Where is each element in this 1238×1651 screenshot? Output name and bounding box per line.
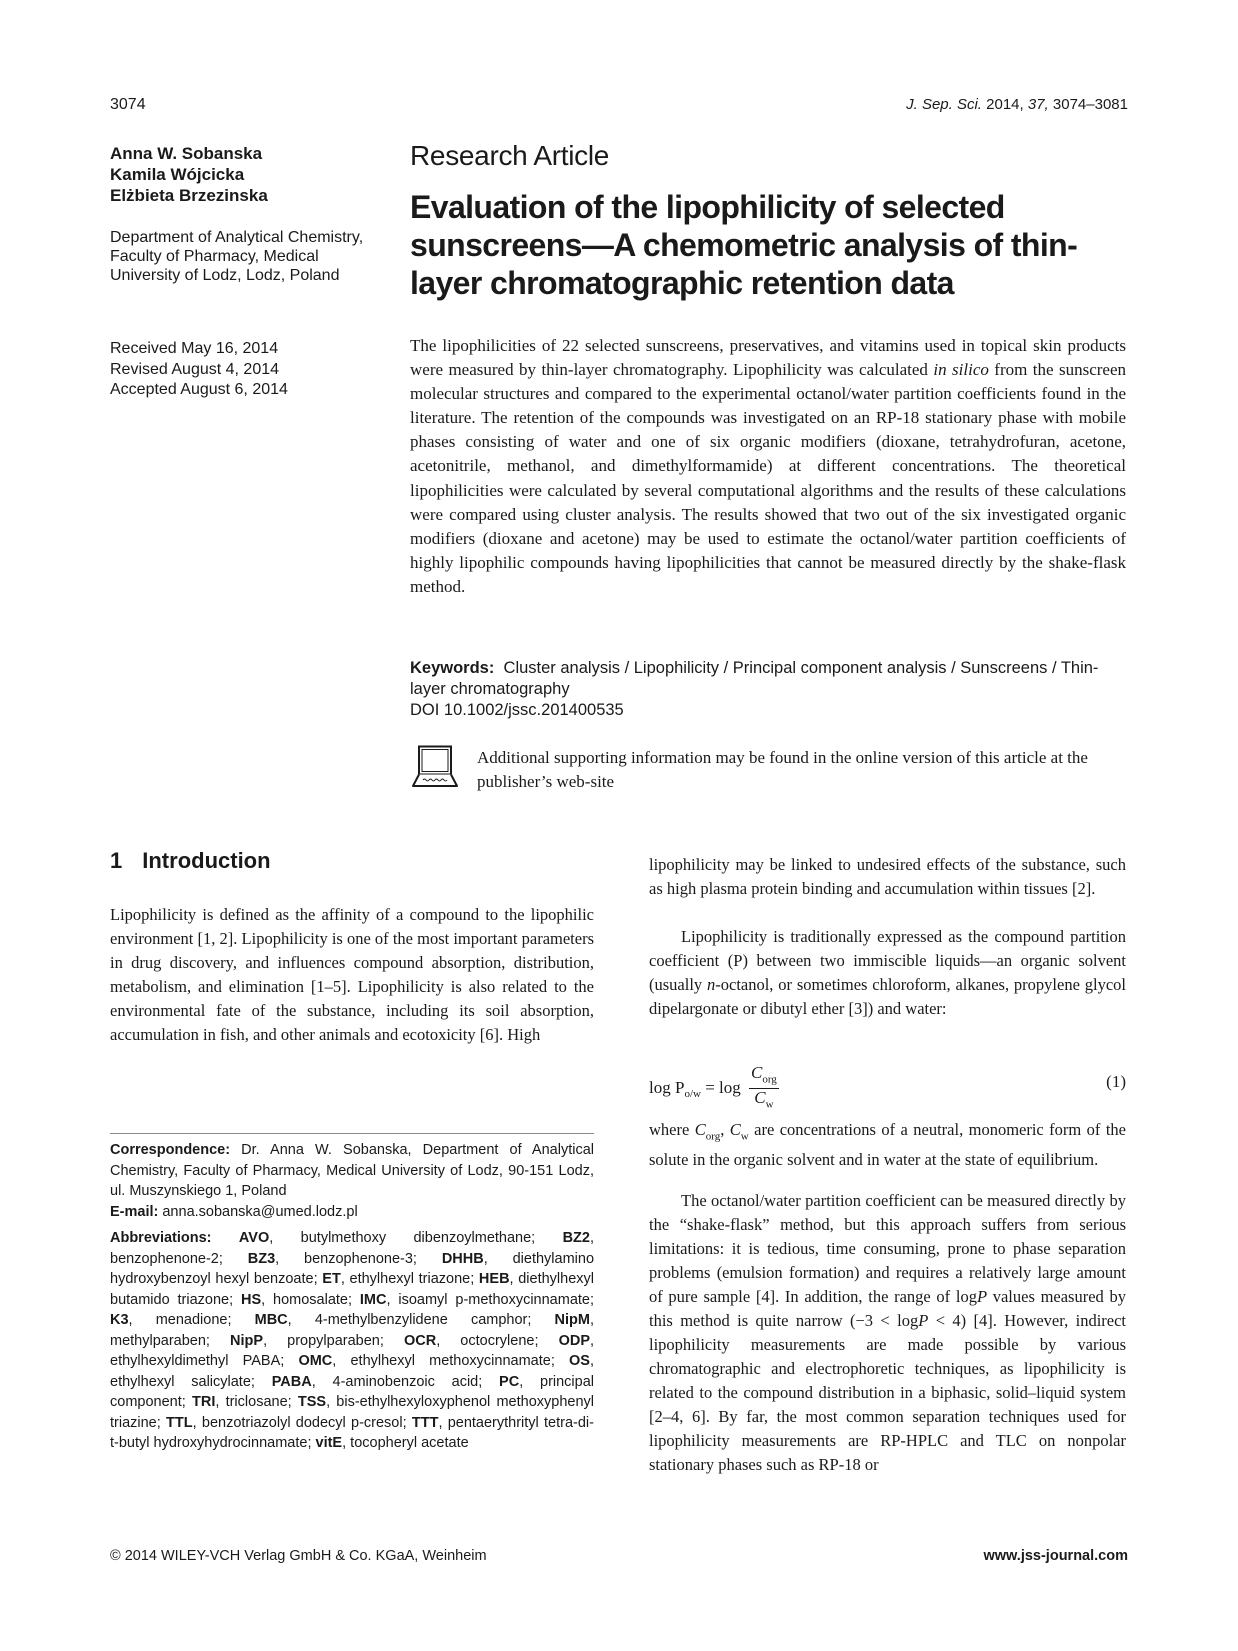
- body-subscript: org: [705, 1130, 721, 1143]
- abbreviation-term: TSS: [297, 1394, 327, 1410]
- equation-number: (1): [1106, 1072, 1126, 1091]
- journal-year: 2014,: [986, 96, 1024, 113]
- abbreviation-term: OCR: [403, 1332, 437, 1349]
- abbreviation-definition: , ethylhexyl salicylate;: [110, 1353, 594, 1390]
- eq-numerator: C: [751, 1063, 763, 1082]
- keywords-label: Keywords:: [410, 659, 495, 677]
- abbreviation-definition: , octocrylene;: [436, 1332, 559, 1349]
- abbreviation-definition: , triclosane;: [215, 1394, 298, 1410]
- body-text: values measured by this method is quite narrow (−3 < log: [649, 1287, 1126, 1330]
- author-name: Elżbieta Brzezinska: [110, 186, 268, 205]
- abbreviation-term: NipM: [554, 1312, 590, 1328]
- body-italic: P: [976, 1287, 988, 1306]
- body-text: ,: [720, 1120, 730, 1139]
- journal-name: J. Sep. Sci.: [906, 96, 982, 113]
- abbreviation-definition: , menadione;: [128, 1312, 255, 1328]
- body-text: Lipophilicity is traditionally expressed as the compound partition coefficient (P) between two immiscible liquids—an organic solvent (usually: [649, 927, 1126, 994]
- correspondence-text: Dr. Anna W. Sobanska, Department of Analytical Chemistry, Faculty of Pharmacy, Medical University of Lodz, 90-151 Lodz, ul. Muszynskiego 1, Poland: [110, 1142, 594, 1199]
- abbreviation-definition: , bis-ethylhexyloxyphenol methoxyphenyl triazine;: [110, 1394, 594, 1431]
- received-date: Received May 16, 2014: [110, 340, 279, 357]
- abbreviation-definition: , benzotriazolyl dodecyl p-cresol;: [192, 1414, 412, 1431]
- body-paragraph: [649, 1189, 1126, 1477]
- eq-lhs-subscript: o/w: [684, 1088, 701, 1101]
- abbreviation-term: NipP: [230, 1332, 264, 1349]
- abbreviation-definition: , 4-aminobenzoic acid;: [311, 1373, 500, 1390]
- eq-numerator-subscript: org: [762, 1073, 777, 1086]
- journal-website-link[interactable]: www.jss-journal.com: [983, 1548, 1128, 1564]
- article-dates: [110, 339, 380, 401]
- supporting-info-notice: [410, 745, 1130, 795]
- abbreviation-term: ET: [322, 1271, 341, 1287]
- equation-body: [649, 1064, 779, 1114]
- abbreviation-term: PABA: [271, 1373, 312, 1390]
- abbreviation-term: TRI: [191, 1394, 216, 1410]
- abbreviation-term: ODP: [558, 1332, 590, 1349]
- section-title: Introduction: [142, 848, 271, 873]
- abbreviation-definition: , methylparaben;: [110, 1312, 594, 1349]
- abbreviation-definition: , benzophenone-2;: [110, 1230, 595, 1267]
- abbreviation-term: OS: [569, 1353, 590, 1369]
- author-list: [110, 143, 370, 206]
- journal-citation: [906, 96, 1128, 113]
- abbreviation-definition: , benzophenone-3;: [275, 1250, 442, 1267]
- abbreviation-term: IMC: [359, 1291, 387, 1308]
- abbreviation-definition: , 4-methylbenzylidene camphor;: [287, 1312, 555, 1328]
- affiliation: Department of Analytical Chemistry, Faculty of Pharmacy, Medical University of Lodz, Lodz, Poland: [110, 229, 364, 284]
- eq-lhs: log P: [649, 1077, 685, 1097]
- body-text: are concentrations of a neutral, monomeric form of the solute in the organic solvent and in water at the state of equilibrium.: [649, 1120, 1126, 1170]
- article-title: Evaluation of the lipophilicity of selected sunscreens—A chemometric analysis of thin-layer chromatographic retention data: [410, 189, 1078, 301]
- section-heading: [110, 848, 271, 874]
- abbreviation-term: HEB: [478, 1271, 510, 1287]
- abbreviation-definition: , ethylhexyl triazone;: [340, 1271, 479, 1287]
- body-paragraph: lipophilicity may be linked to undesired effects of the substance, such as high plasma protein binding and accumulation within tissues [2].: [649, 855, 1126, 898]
- body-italic: n: [707, 975, 716, 994]
- abbreviation-definition: , diethylhexyl butamido triazone;: [110, 1271, 594, 1308]
- eq-denominator: C: [754, 1088, 766, 1108]
- eq-rhs: = log: [700, 1077, 741, 1097]
- page-number: 3074: [110, 96, 146, 113]
- author-name: Kamila Wójcicka: [110, 165, 245, 184]
- email-address[interactable]: anna.sobanska@umed.lodz.pl: [158, 1203, 358, 1220]
- body-paragraph: [649, 925, 1126, 1021]
- abbreviation-term: BZ2: [562, 1230, 590, 1246]
- abbreviation-definition: , isoamyl p-methoxycinnamate;: [386, 1291, 595, 1308]
- abbreviation-term: HS: [240, 1291, 262, 1308]
- abbreviation-term: AVO: [238, 1230, 270, 1246]
- abbreviation-definition: , principal component;: [110, 1373, 595, 1410]
- eq-fraction: [749, 1064, 779, 1114]
- body-subscript: w: [740, 1130, 749, 1143]
- body-text: The octanol/water partition coefficient can be measured directly by the “shake-flask” method, but this approach suffers from serious limitations: it is tedious, time consuming, prone to phase separation problems (emulsion formation) and requires a relatively large amount of pure sample [4]. In addition, the range of log: [649, 1191, 1126, 1306]
- keywords-block: [410, 658, 1126, 721]
- body-italic: C: [729, 1120, 741, 1139]
- keywords-text: Cluster analysis / Lipophilicity / Principal component analysis / Sunscreens / Thin-layer chromatography: [410, 659, 1099, 698]
- eq-denominator-subscript: w: [765, 1098, 774, 1111]
- abstract: [410, 334, 1126, 599]
- correspondence-note: [110, 1140, 594, 1222]
- revised-date: Revised August 4, 2014: [110, 360, 280, 378]
- abbreviation-term: K3: [110, 1312, 129, 1328]
- abbreviations-label: Abbreviations:: [110, 1230, 212, 1246]
- journal-volume: 37,: [1027, 96, 1049, 113]
- abbreviation-term: TTL: [166, 1414, 193, 1431]
- computer-icon: [410, 745, 460, 789]
- abbreviation-definition: , ethylhexyldimethyl PABA;: [110, 1332, 595, 1369]
- supporting-info-text: Additional supporting information may be found in the online version of this article at the publisher’s web-site: [477, 748, 1088, 791]
- journal-pages: 3074–3081: [1052, 96, 1128, 113]
- article-type: Research Article: [410, 140, 610, 171]
- abbreviation-term: MBC: [254, 1312, 288, 1328]
- author-name: Anna W. Sobanska: [110, 144, 263, 163]
- abbreviation-definition: , propylparaben;: [263, 1332, 404, 1349]
- email-label: E-mail:: [110, 1203, 159, 1220]
- doi[interactable]: DOI 10.1002/jssc.201400535: [410, 701, 624, 719]
- body-text: < 4) [4]. However, indirect lipophilicity measurements are made possible by various chromatographic and electrophoretic techniques, as lipophilicity is related to the compound distribution in a biphasic, solid–liquid system [2–4, 6]. By far, the most common separation techniques used for lipophilicity measurements are RP-HPLC and TLC on nonpolar stationary phases such as RP-18 or: [649, 1311, 1126, 1474]
- abbreviation-term: vitE: [315, 1435, 343, 1451]
- abbreviation-term: DHHB: [441, 1250, 484, 1267]
- abbreviation-definition: , tocopheryl acetate: [342, 1435, 469, 1451]
- abbreviation-term: PC: [499, 1373, 520, 1390]
- abbreviation-term: BZ3: [247, 1250, 276, 1267]
- abbreviation-term: OMC: [298, 1353, 333, 1369]
- abstract-text: The lipophilicities of 22 selected sunscreens, preservatives, and vitamins used in topical skin products were measured by thin-layer chromatography. Lipophilicity was calculated: [410, 336, 1126, 380]
- abbreviation-definition: , ethylhexyl methoxycinnamate;: [332, 1353, 570, 1369]
- abbreviations-list: [110, 1230, 594, 1451]
- accepted-date: Accepted August 6, 2014: [110, 381, 288, 398]
- abbreviation-definition: , butylmethoxy dibenzoylmethane;: [269, 1230, 563, 1246]
- body-text: -octanol, or sometimes chloroform, alkanes, propylene glycol dipelargonate or dibutyl ether [3]) and water:: [649, 975, 1126, 1018]
- abbreviation-definition: , diethylamino hydroxybenzoyl hexyl benzoate;: [110, 1250, 595, 1287]
- equation-1: [649, 1060, 1126, 1110]
- footnote-divider: [110, 1133, 594, 1134]
- abstract-text: from the sunscreen molecular structures and compared to the experimental octanol/water partition coefficients found in the literature. The retention of the compounds was investigated on an RP-18 stationary phase with mobile phases consisting of water and one of six organic modifiers (dioxane, tetrahydrofuran, acetone, acetonitrile, methanol, and dimethylformamide) at different concentrations. The theoretical lipophilicities were calculated by several computational algorithms and the results of these calculations were compared using cluster analysis. The results showed that two out of the six investigated organic modifiers (dioxane and acetone) may be used to estimate the octanol/water partition coefficients of highly lipophilic compounds having lipophilicities that cannot be measured directly by the shake-flask method.: [410, 360, 1127, 596]
- abstract-italic: in silico: [933, 360, 989, 380]
- body-paragraph: [649, 1118, 1126, 1172]
- body-italic: C: [694, 1120, 706, 1139]
- abbreviation-definition: , pentaerythrityl tetra-di-t-butyl hydroxyhydrocinnamate;: [110, 1414, 594, 1451]
- body-paragraph: Lipophilicity is defined as the affinity of a compound to the lipophilic environment [1, 2]. Lipophilicity is one of the most important parameters in drug discovery, and influences compound absorption, distribution, metabolism, and elimination [1–5]. Lipophilicity is also related to the environmental fate of the substance, including its soil absorption, accumulation in fish, and other animals and ecotoxicity [6]. High: [110, 905, 594, 1044]
- body-text: where: [649, 1120, 695, 1139]
- copyright-notice: © 2014 WILEY-VCH Verlag GmbH & Co. KGaA, Weinheim: [110, 1548, 487, 1564]
- abbreviation-definition: , homosalate;: [261, 1291, 360, 1308]
- body-italic: P: [918, 1311, 929, 1330]
- abbreviations-note: [110, 1228, 594, 1454]
- correspondence-label: Correspondence:: [110, 1142, 231, 1158]
- section-number: 1: [110, 848, 123, 873]
- abbreviation-term: TTT: [411, 1414, 439, 1431]
